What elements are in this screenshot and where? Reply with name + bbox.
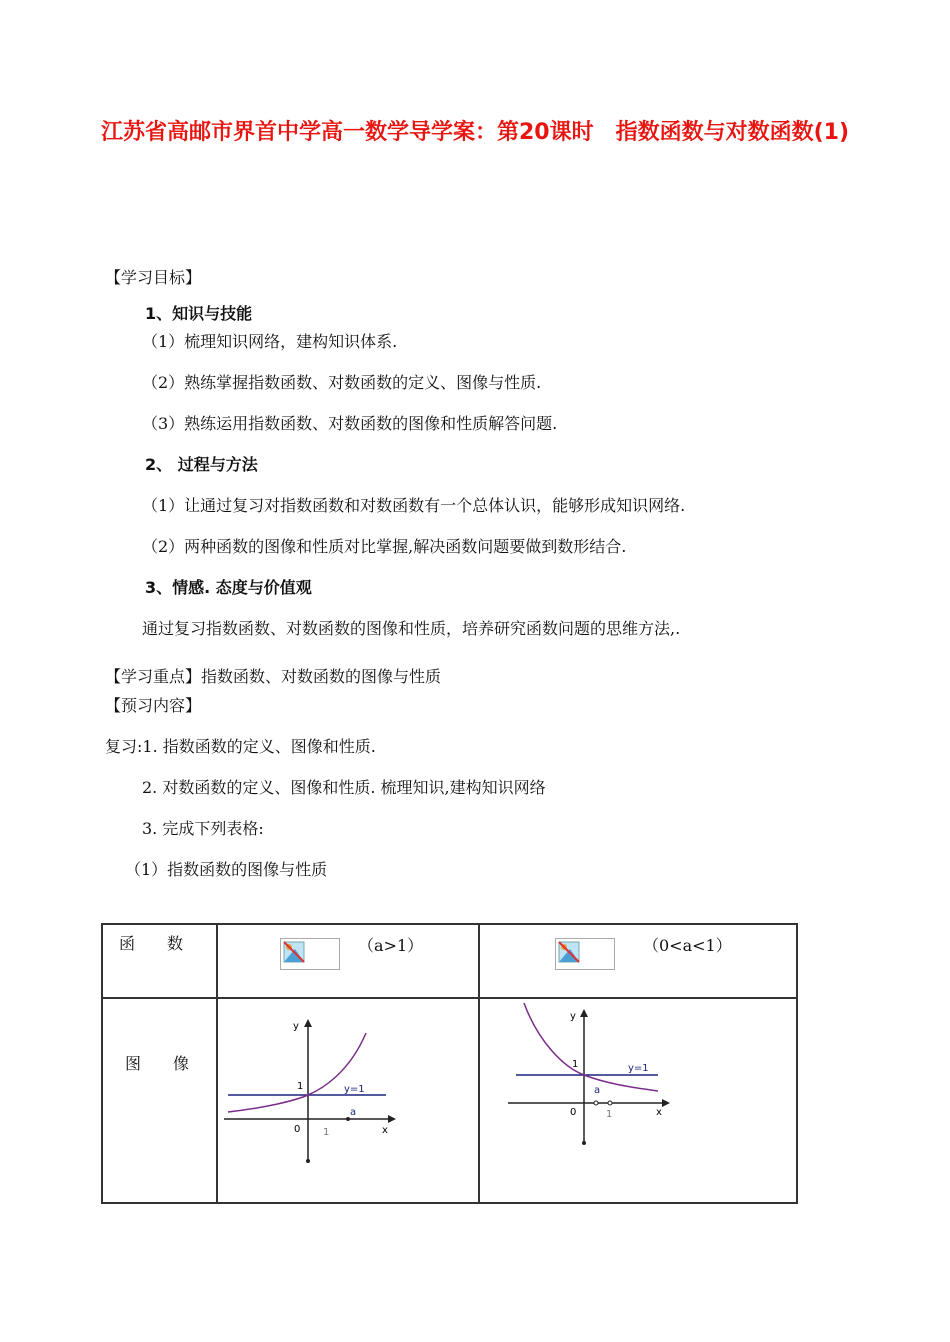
graph-exponential-decreasing xyxy=(508,1001,688,1151)
y-axis-arrow xyxy=(304,1019,312,1027)
objective-1-title: 1、知识与技能 xyxy=(145,304,253,323)
objective-3-title: 3、情感. 态度与价值观 xyxy=(145,578,312,597)
image-icon xyxy=(558,941,580,963)
objective-1-item: （3）熟练运用指数函数、对数函数的图像和性质解答问题. xyxy=(142,414,558,433)
point-one xyxy=(608,1101,612,1105)
page-title: 江苏省高邮市界首中学高一数学导学案：第20课时 指数函数与对数函数(1) xyxy=(100,120,850,145)
formula-image xyxy=(280,938,340,970)
key-points: 【学习重点】指数函数、对数函数的图像与性质 xyxy=(105,667,442,686)
y-axis-label: y xyxy=(570,1011,576,1022)
x-axis-label: x xyxy=(382,1125,388,1136)
objectives-header: 【学习目标】 xyxy=(105,268,202,287)
review-item: 复习:1. 指数函数的定义、图像和性质. xyxy=(105,737,376,756)
x-one-label: 1 xyxy=(323,1127,330,1138)
axis-end-point xyxy=(582,1141,586,1145)
preview-header: 【预习内容】 xyxy=(105,696,202,715)
x-axis-label: x xyxy=(656,1107,662,1118)
exponential-curve xyxy=(228,1033,366,1112)
review-item: 3. 完成下列表格: xyxy=(142,819,264,838)
origin-label: 0 xyxy=(294,1124,301,1135)
y-axis-arrow xyxy=(580,1009,588,1017)
objective-3-text: 通过复习指数函数、对数函数的图像和性质，培养研究函数问题的思维方法,. xyxy=(142,619,681,638)
y-one-label: 1 xyxy=(572,1059,579,1070)
exponential-curve xyxy=(524,1003,658,1091)
exponential-function-table xyxy=(101,923,798,1204)
objective-1-item: （1）梳理知识网络，建构知识体系. xyxy=(142,332,398,351)
axis-end-point xyxy=(306,1159,310,1163)
point-a xyxy=(594,1101,598,1105)
graph-exponential-increasing xyxy=(224,1013,404,1163)
row-label-function: 函 数 xyxy=(102,924,217,998)
image-icon xyxy=(283,941,305,963)
cell-function-a-lt-1: （0<a<1） xyxy=(479,924,797,998)
line-label: y=1 xyxy=(344,1084,365,1095)
objective-2-title: 2、 过程与方法 xyxy=(145,455,258,474)
line-label: y=1 xyxy=(628,1063,649,1074)
y-axis-label: y xyxy=(293,1021,299,1032)
x-one-label: 1 xyxy=(606,1109,613,1120)
y-one-label: 1 xyxy=(297,1081,304,1092)
cell-graph-a-gt-1 xyxy=(217,998,479,1203)
objective-1-item: （2）熟练掌握指数函数、对数函数的定义、图像与性质. xyxy=(142,373,542,392)
objective-2-item: （1）让通过复习对指数函数和对数函数有一个总体认识，能够形成知识网络. xyxy=(142,496,686,515)
a-label: a xyxy=(350,1107,357,1118)
cell-function-a-gt-1: （a>1） xyxy=(217,924,479,998)
cell-graph-a-lt-1 xyxy=(479,998,797,1203)
objective-2-item: （2）两种函数的图像和性质对比掌握,解决函数问题要做到数形结合. xyxy=(142,537,627,556)
a-label: a xyxy=(594,1085,601,1096)
x-axis-arrow xyxy=(662,1099,670,1107)
origin-label: 0 xyxy=(570,1107,577,1118)
row-label-graph: 图 像 xyxy=(102,998,217,1203)
review-item: （1）指数函数的图像与性质 xyxy=(125,860,328,879)
review-item: 2. 对数函数的定义、图像和性质. 梳理知识,建构知识网络 xyxy=(142,778,546,797)
formula-image xyxy=(555,938,615,970)
x-axis-arrow xyxy=(388,1115,396,1123)
